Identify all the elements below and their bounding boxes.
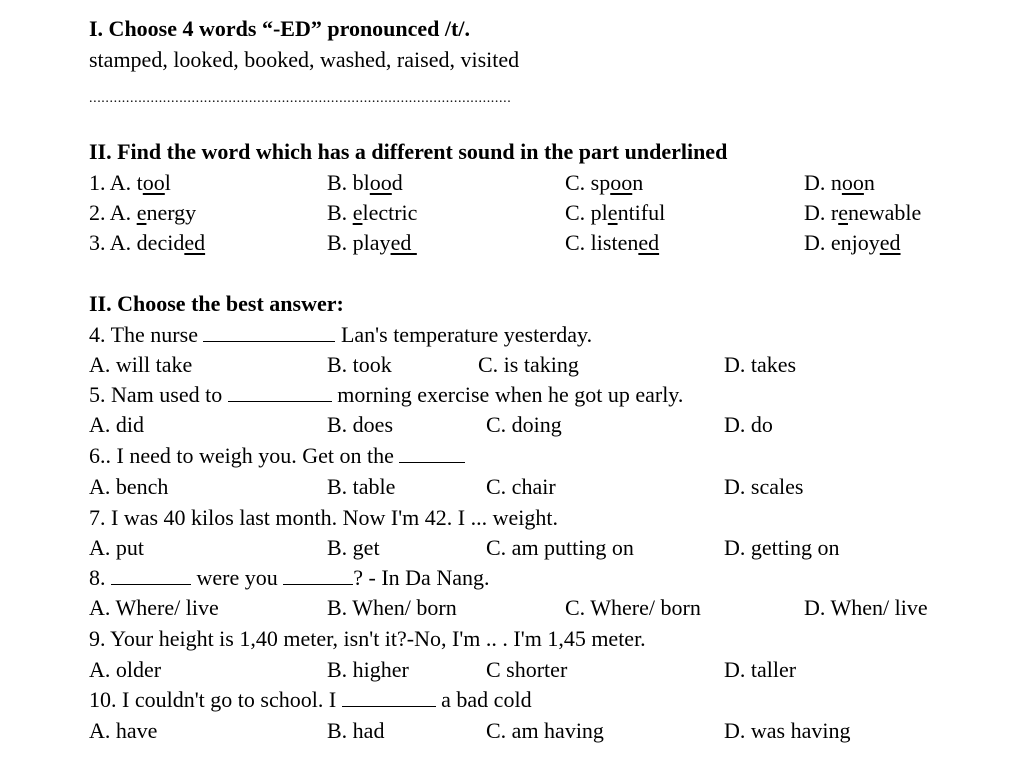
option-c [565, 230, 659, 256]
underlined-part: e [352, 200, 363, 225]
section-3-title: II. Choose the best answer: [89, 291, 344, 316]
option-d[interactable]: D. scales [724, 474, 804, 499]
option-text: C. listen [565, 230, 639, 255]
question-text: ? - In Da Nang. [353, 565, 490, 590]
option-text: C. pl [565, 200, 608, 225]
option-c[interactable]: C. doing [486, 412, 562, 437]
option-text: lectric [362, 200, 418, 225]
answer-blank[interactable] [203, 323, 335, 342]
question-text: a bad cold [435, 687, 532, 712]
underlined-part: ed [879, 230, 901, 255]
answer-blank[interactable] [228, 383, 332, 402]
underlined-part: ed [390, 230, 417, 255]
option-c[interactable]: C shorter [486, 657, 568, 682]
section-1-words: stamped, looked, booked, washed, raised, visited [89, 47, 520, 72]
option-text: n [863, 170, 875, 195]
option-d[interactable]: D. takes [724, 352, 797, 377]
option-a[interactable]: A. will take [89, 352, 193, 377]
underlined-part: oo [610, 170, 633, 195]
underlined-part: oo [369, 170, 392, 195]
section-1-title: I. Choose 4 words “-ED” pronounced /t/. [89, 16, 470, 41]
option-c[interactable]: C. Where/ born [565, 595, 701, 620]
underlined-part: oo [841, 170, 864, 195]
option-c[interactable]: C. chair [486, 474, 556, 499]
option-text: l [164, 170, 171, 195]
option-b [327, 200, 417, 226]
option-b[interactable]: B. does [327, 412, 393, 437]
underlined-part: e [838, 200, 848, 225]
question-4 [89, 322, 592, 348]
question-text: 10. I couldn't go to school. I [89, 687, 342, 712]
question-9: 9. Your height is 1,40 meter, isn't it?-No, I'm .. . I'm 1,45 meter. [89, 626, 646, 651]
underlined-part: ed [184, 230, 206, 255]
underlined-part: e [136, 200, 147, 225]
option-d [804, 200, 921, 226]
question-text: were you [191, 565, 284, 590]
underlined-part: oo [142, 170, 165, 195]
question-number: 1. [89, 170, 106, 195]
option-a [89, 170, 171, 196]
question-text: 5. Nam used to [89, 382, 228, 407]
option-b[interactable]: B. When/ born [327, 595, 457, 620]
question-text: morning exercise when he got up early. [331, 382, 684, 407]
option-text: A. t [109, 170, 143, 195]
option-b[interactable]: B. higher [327, 657, 409, 682]
option-b [327, 170, 403, 196]
option-d[interactable]: D. taller [724, 657, 797, 682]
option-d [804, 230, 901, 256]
option-text: D. enjoy [804, 230, 880, 255]
question-5 [89, 382, 683, 408]
question-10 [89, 687, 532, 713]
answer-blank[interactable] [399, 444, 465, 463]
option-a [89, 200, 196, 226]
question-7: 7. I was 40 kilos last month. Now I'm 42. I ... weight. [89, 505, 558, 530]
option-c [565, 170, 643, 196]
question-text: 8. [89, 565, 111, 590]
option-b[interactable]: B. table [327, 474, 396, 499]
option-a[interactable]: A. did [89, 412, 144, 437]
option-b[interactable]: B. had [327, 718, 385, 743]
option-b[interactable]: B. took [327, 352, 392, 377]
section-2-title: II. Find the word which has a different sound in the part underlined [89, 139, 728, 164]
option-text: B. bl [327, 170, 370, 195]
option-text: C. sp [565, 170, 611, 195]
question-8 [89, 565, 489, 591]
answer-blank[interactable] [342, 688, 436, 707]
option-a[interactable]: A. put [89, 535, 144, 560]
option-text: ntiful [617, 200, 666, 225]
option-c[interactable]: C. am putting on [486, 535, 634, 560]
option-d[interactable]: D. was having [724, 718, 851, 743]
option-d[interactable]: D. When/ live [804, 595, 928, 620]
question-number: 2. [89, 200, 106, 225]
option-c[interactable]: C. am having [486, 718, 604, 743]
question-6 [89, 443, 465, 469]
option-c[interactable]: C. is taking [478, 352, 579, 377]
option-a[interactable]: A. have [89, 718, 158, 743]
option-a[interactable]: A. Where/ live [89, 595, 219, 620]
underlined-part: ed [638, 230, 660, 255]
option-text: nergy [146, 200, 197, 225]
option-text: D. r [804, 200, 839, 225]
option-c [565, 200, 665, 226]
option-text: d [391, 170, 403, 195]
option-b [327, 230, 417, 256]
option-d [804, 170, 875, 196]
option-a[interactable]: A. bench [89, 474, 169, 499]
answer-blank[interactable] [111, 566, 191, 585]
option-b[interactable]: B. get [327, 535, 380, 560]
question-text: 6.. I need to weigh you. Get on the [89, 443, 400, 468]
option-text: D. n [804, 170, 842, 195]
option-d[interactable]: D. do [724, 412, 773, 437]
option-text: A. [109, 200, 137, 225]
question-text: 4. The nurse [89, 322, 204, 347]
question-number: 3. [89, 230, 106, 255]
option-text: A. decid [109, 230, 185, 255]
option-text: n [632, 170, 644, 195]
option-a[interactable]: A. older [89, 657, 162, 682]
option-text: B. [327, 200, 353, 225]
option-a [89, 230, 205, 256]
option-d[interactable]: D. getting on [724, 535, 840, 560]
underlined-part: e [607, 200, 618, 225]
question-text: Lan's temperature yesterday. [335, 322, 593, 347]
option-text: B. play [327, 230, 391, 255]
answer-blank[interactable] [283, 566, 353, 585]
answer-dotted-line: ....................................................................................................... [89, 91, 512, 106]
option-text: newable [847, 200, 922, 225]
